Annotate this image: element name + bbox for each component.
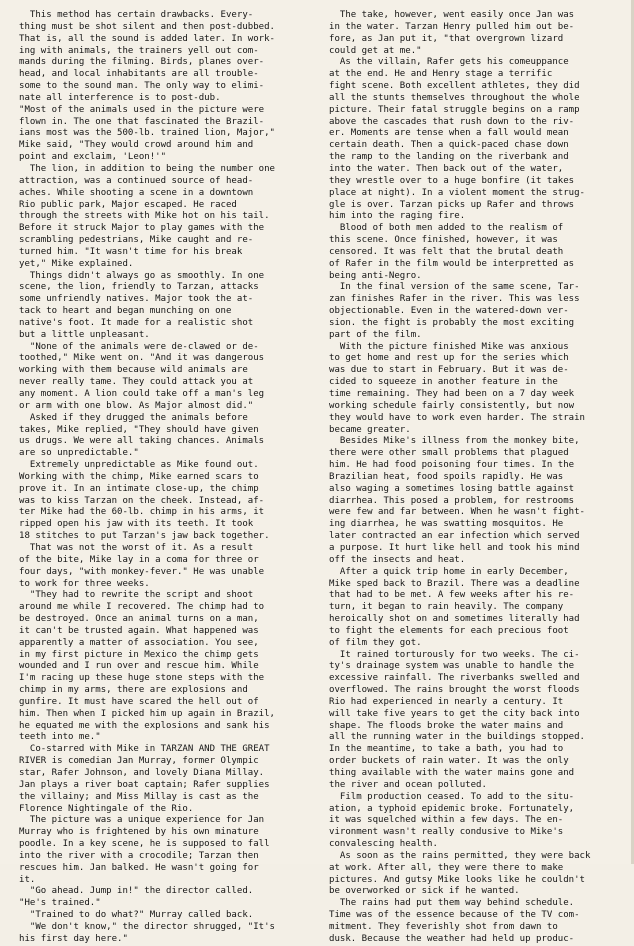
text-line: thing must be shot silent and then post-dubbed. (19, 21, 275, 32)
text-line: Time was of the essence because of the TV com- (329, 910, 580, 921)
text-line: could get at me." (329, 45, 422, 56)
text-line: The lion, in addition to being the number one (19, 163, 275, 174)
article-right-column (329, 10, 623, 946)
text-line: it was squelched within a few days. The en- (329, 815, 564, 826)
text-line: four days, "with monkey-fever." He was unable (19, 566, 265, 577)
text-line: him. He had food poisoning four times. In the (329, 460, 575, 471)
text-line: thing available with the water mains gone and (329, 768, 575, 778)
text-line: picture. Their fatal struggle begins on a ramp (329, 104, 580, 115)
text-line: ing diarrhea, he was swatting mosquitos. He (329, 519, 564, 530)
text-line: all the stunts themselves throughout the whole (329, 92, 580, 103)
text-line: 18 stitches to put Tarzan's jaw back together. (19, 531, 270, 542)
text-line: ripped open his jaw with its teeth. It took (19, 519, 254, 530)
text-line: working schedule fairly consistently, but now (329, 400, 575, 411)
text-line: attraction, was a continued source of head- (19, 175, 254, 186)
text-line: his first day here." (19, 933, 128, 944)
text-line: us drugs. We were all taking chances. Animals (19, 436, 265, 447)
text-line: pictures. And gutsy Mike looks like he couldn't (329, 874, 585, 885)
text-line: mands during the filming. Birds, planes over- (19, 57, 265, 68)
text-line: scrambling pedestrians, Mike caught and re- (19, 235, 254, 246)
text-line: through the streets with Mike hot on his tail. (19, 211, 270, 222)
text-line: the villainy; and Miss Millay is cast as the (19, 791, 259, 802)
text-line: it can't be trusted again. What happened was (19, 625, 259, 636)
text-line: toothed," Mike went on. "And it was dangerous (19, 353, 265, 364)
text-line: heroically shot on and sometimes literally had (329, 614, 580, 625)
text-line: In the meantime, to take a bath, you had to (329, 744, 564, 755)
text-line: never really tame. They could attack you at (19, 377, 254, 388)
text-line: "He's trained." (19, 898, 101, 909)
text-line: at the end. He and Henry stage a terrific (329, 69, 553, 80)
text-line: With the picture finished Mike was anxious (329, 341, 569, 352)
text-line: star, Rafer Johnson, and lovely Diana Millay. (19, 768, 265, 778)
text-line: in the water. Tarzan Henry pulled him out be- (329, 21, 575, 32)
text-line: apparently a matter of association. You see, (19, 637, 259, 648)
text-line: objectionable. Even in the watered-down ver- (329, 306, 569, 317)
text-line: of film they got. (329, 637, 422, 648)
text-line: Rio had experienced in nearly a century. It (329, 696, 564, 707)
text-line: this scene. Once finished, however, it was (329, 235, 558, 246)
text-line: Before it struck Major to play games with the (19, 223, 265, 234)
text-line: around me while I recovered. The chimp had to (19, 602, 265, 613)
text-line: dusk. Because the weather had held up produc- (329, 933, 575, 944)
text-line: being anti-Negro. (329, 270, 422, 281)
text-line: Florence Nightingale of the Rio. (19, 803, 194, 814)
text-line: I'm racing up these huge stone steps with the (19, 673, 265, 684)
text-line: into the river with a crocodile; Tarzan then (19, 850, 259, 861)
text-line: part of the film. (329, 329, 422, 340)
text-line: "We don't know," the director shrugged, "It's (19, 921, 275, 932)
text-line: or arm with one blow. As Major almost did." (19, 400, 254, 411)
text-line: the river and ocean polluted. (329, 779, 487, 790)
text-line: it. (19, 874, 36, 885)
text-line: a purpose. It hurt like hell and took his mind (329, 542, 580, 553)
text-line: sion. the fight is probably the most exciting (329, 317, 575, 328)
text-line: certain death. Then a quick-paced chase down (329, 140, 569, 151)
text-line: there were other small problems that plagued (329, 448, 569, 459)
text-line: point and exclaim, 'Leon!'" (19, 152, 167, 163)
text-line: were few and far between. When he wasn't fight- (329, 507, 585, 518)
text-line: Mike sped back to Brazil. There was a deadline (329, 578, 580, 589)
text-line: to fight the elements for each precious foot (329, 625, 569, 636)
text-line: yet," Mike explained. (19, 258, 134, 269)
text-line: After a quick trip home in early December, (329, 566, 569, 577)
text-line: was due to start in February. But it was de- (329, 365, 569, 376)
text-line: ation, a typhoid epidemic broke. Fortunately, (329, 803, 575, 814)
text-line: be overworked or sick if he wanted. (329, 886, 520, 897)
text-line: The picture was a unique experience for Jan (19, 815, 265, 826)
text-line: flown in. The one that fascinated the Brazil- (19, 116, 265, 127)
text-line: some to the sound man. The only way to elimi- (19, 81, 265, 92)
text-line: above the cascades that rush down to the riv- (329, 116, 575, 127)
text-line: teeth into me." (19, 732, 101, 743)
text-line: Jan plays a river boat captain; Rafer supplies (19, 779, 270, 790)
text-line: rescues him. Jan balked. He wasn't going for (19, 862, 259, 873)
text-line: overflowed. The rains brought the worst floods (329, 685, 580, 696)
text-line: fight scene. Both excellent athletes, they did (329, 81, 580, 92)
text-line: scene, the lion, friendly to Tarzan, attacks (19, 282, 259, 293)
text-line: ty's drainage system was unable to handle the (329, 661, 575, 672)
text-line: convalescing health. (329, 839, 438, 850)
text-line: gle is over. Tarzan picks up Rafer and throws (329, 199, 575, 210)
text-line: of Rafer in the film would be interpretted as (329, 258, 575, 269)
text-line: prove it. In an intimate close-up, the chimp (19, 483, 259, 494)
text-line: The rains had put them way behind schedule. (329, 898, 575, 909)
text-line: all the running water in the buildings stopped. (329, 732, 585, 743)
text-line: Asked if they drugged the animals before (19, 412, 248, 423)
text-line: excessive rainfall. The riverbanks swelled and (329, 673, 580, 684)
text-line: also waging a sometimes losing battle against (329, 483, 575, 494)
text-line: at work. After all, they were there to make (329, 862, 564, 873)
text-line: er. Moments are tense when a fall would mean (329, 128, 569, 139)
text-line: will take five years to get the city back into (329, 708, 580, 719)
text-line: the ramp to the landing on the riverbank and (329, 152, 569, 163)
text-line: working with them because wild animals are (19, 365, 248, 376)
text-line: Besides Mike's illness from the monkey bite, (329, 436, 580, 447)
text-line: fore, as Jan put it, "that overgrown lizard (329, 33, 564, 44)
text-line: to get home and rest up for the series which (329, 353, 569, 364)
text-line: Murray who is frightened by his own minature (19, 827, 259, 838)
text-line: cided to squeeze in another feature in the (329, 377, 558, 388)
text-line: later contracted an ear infection which served (329, 531, 580, 542)
text-line: him into the raging fire. (329, 211, 466, 222)
text-line: he equated me with the explosions and sank his (19, 720, 270, 731)
text-line: but a little unpleasant. (19, 329, 150, 340)
text-line: into the water. Then back out of the water, (329, 163, 564, 174)
text-line: are so unpredictable." (19, 448, 139, 459)
text-line: "Go ahead. Jump in!" the director called. (19, 886, 254, 897)
text-line: As the villain, Rafer gets his comeuppance (329, 57, 569, 68)
text-line: ter Mike had the 60-lb. chimp in his arms, it (19, 507, 265, 518)
text-line: native's foot. It made for a realistic shot (19, 317, 254, 328)
text-line: Rio public park, Major escaped. He raced (19, 199, 237, 210)
text-line: Things didn't always go as smoothly. In one (19, 270, 265, 281)
text-line: Working with the chimp, Mike earned scars to (19, 471, 259, 482)
text-line: censored. It was felt that the brutal death (329, 246, 564, 257)
text-line: to work for three weeks. (19, 578, 150, 589)
text-line: Co-starred with Mike in TARZAN AND THE GREAT (19, 744, 270, 755)
text-line: that had to be met. A few weeks after his re- (329, 590, 575, 601)
text-line: This method has certain drawbacks. Every- (19, 10, 254, 20)
text-line: diarrhea. This posed a problem, for restrooms (329, 495, 575, 506)
text-line: Film production ceased. To add to the situ- (329, 791, 575, 802)
text-line: Extremely unpredictable as Mike found out. (19, 460, 259, 471)
text-line: mitment. They feverishly shot from dawn to (329, 921, 558, 932)
text-line: poodle. In a key scene, he is supposed to fall (19, 839, 270, 850)
text-line: zan finishes Rafer in the river. This was less (329, 294, 580, 305)
text-line: aches. While shooting a scene in a downtown (19, 187, 254, 198)
text-line: ing with animals, the trainers yell out com- (19, 45, 259, 56)
text-line: Mike said, "They would crowd around him and (19, 140, 254, 151)
text-line: be destroyed. Once an animal turns on a man, (19, 614, 259, 625)
text-line: off the insects and heat. (329, 554, 466, 565)
text-line: Blood of both men added to the realism of (329, 223, 564, 234)
text-line: "They had to rewrite the script and shoot (19, 590, 254, 601)
text-line: of the bite, Mike lay in a coma for three or (19, 554, 259, 565)
text-line: shape. The floods broke the water mains and (329, 720, 564, 731)
text-line: nate all interference is to post-dub. (19, 92, 221, 103)
text-line: became greater. (329, 424, 411, 435)
text-line: turn, it began to rain heavily. The company (329, 602, 564, 613)
text-line: "Most of the animals used in the picture were (19, 104, 265, 115)
text-line: "Trained to do what?" Murray called back. (19, 910, 254, 921)
text-line: That is, all the sound is added later. In work- (19, 33, 275, 44)
text-line: in my first picture in Mexico the chimp gets (19, 649, 259, 660)
text-line: place at night). In a violent moment the strug- (329, 187, 585, 198)
text-line: was to kiss Tarzan on the cheek. Instead, af- (19, 495, 265, 506)
text-line: As soon as the rains permitted, they were back (329, 850, 591, 861)
text-line: It rained torturously for two weeks. The ci- (329, 649, 580, 660)
text-line: they wrestle over to a huge bonfire (it takes (329, 175, 575, 186)
text-line: some unfriendly natives. Major took the at- (19, 294, 254, 305)
text-line: takes, Mike replied, "They should have given (19, 424, 259, 435)
text-line: In the final version of the same scene, Tar- (329, 282, 580, 293)
text-line: chimp in my arms, there are explosions and (19, 685, 248, 696)
text-line: ians most was the 500-lb. trained lion, Major," (19, 128, 275, 139)
text-line: The take, however, went easily once Jan was (329, 10, 575, 20)
text-line: time remaining. They had been on a 7 day week (329, 389, 575, 399)
text-line: Brazilian heat, food spoils rapidly. He was (329, 471, 564, 482)
text-line: any moment. A lion could take off a man's leg (19, 389, 265, 399)
text-line: him. Then when I picked him up again in Brazil, (19, 708, 275, 719)
text-line: turned him. "It wasn't time for his break (19, 246, 243, 257)
text-line: That was not the worst of it. As a result (19, 542, 254, 553)
text-line: wounded and I run over and rescue him. While (19, 661, 259, 672)
text-line: order buckets of rain water. It was the only (329, 756, 569, 767)
text-line: RIVER is comedian Jan Murray, former Olympic (19, 756, 259, 767)
article-left-column (19, 10, 309, 946)
text-line: they would have to work even harder. The strain (329, 412, 585, 423)
text-line: vironment wasn't really condusive to Mike's (329, 827, 564, 838)
text-line: gunfire. It must have scared the hell out of (19, 696, 259, 707)
text-line: tack to heart and began munching on one (19, 306, 232, 317)
text-line: head, and local inhabitants are all trouble- (19, 69, 259, 80)
text-line: "None of the animals were de-clawed or de- (19, 341, 259, 352)
